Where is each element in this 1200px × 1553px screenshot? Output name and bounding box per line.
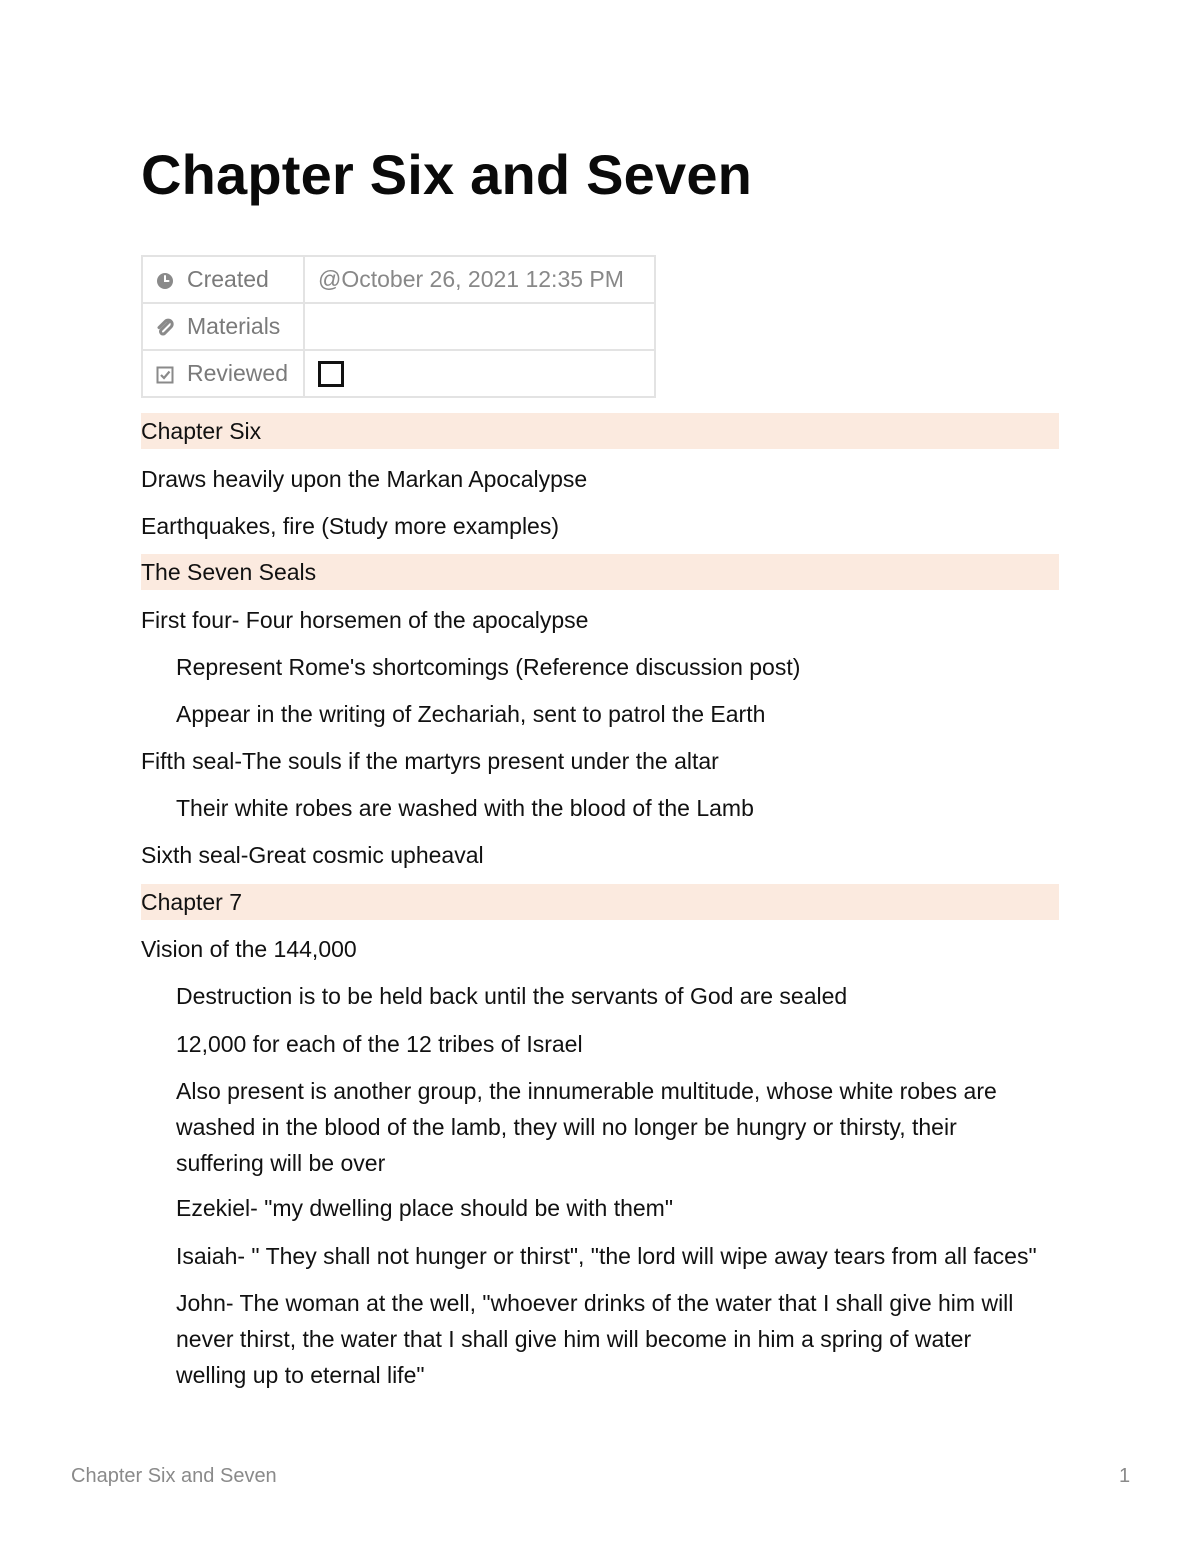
paperclip-icon: [155, 317, 175, 337]
property-label-reviewed: Reviewed: [187, 360, 288, 386]
heading-chapter-six: Chapter Six: [141, 413, 1059, 449]
indented-paragraph: Also present is another group, the innumerable multitude, whose white robes are washed in the blood of the lamb, they will no longer be hungry or thirsty, their suffering will be over: [176, 1078, 997, 1176]
property-row-created: [142, 256, 655, 303]
reviewed-checkbox[interactable]: [318, 361, 344, 387]
property-label-created: Created: [187, 266, 269, 292]
heading-chapter-7: Chapter 7: [141, 884, 1059, 920]
indented-paragraph: Destruction is to be held back until the servants of God are sealed: [176, 983, 848, 1009]
paragraph: Draws heavily upon the Markan Apocalypse: [141, 466, 588, 492]
indented-paragraph: Ezekiel- "my dwelling place should be with them": [176, 1195, 674, 1221]
property-value-created[interactable]: @October 26, 2021 12:35 PM: [304, 256, 655, 303]
properties-table: [141, 255, 656, 398]
paragraph: Fifth seal-The souls if the martyrs present under the altar: [141, 748, 719, 774]
checkbox-property-icon: [155, 364, 175, 384]
paragraph: First four- Four horsemen of the apocalypse: [141, 607, 589, 633]
indented-paragraph: 12,000 for each of the 12 tribes of Israel: [176, 1031, 583, 1057]
property-key-created: [142, 256, 304, 303]
clock-icon: [155, 270, 175, 290]
indented-paragraph: Appear in the writing of Zechariah, sent to patrol the Earth: [176, 701, 766, 727]
page-title: Chapter Six and Seven: [141, 143, 753, 206]
footer-page-number: 1: [1119, 1465, 1131, 1487]
paragraph: Earthquakes, fire (Study more examples): [141, 513, 560, 539]
property-row-materials: [142, 303, 655, 350]
heading-seven-seals: The Seven Seals: [141, 554, 1059, 590]
indented-paragraph: John- The woman at the well, "whoever drinks of the water that I shall give him will never thirst, the water that I shall give him will become in him a spring of water welling up to eternal life": [176, 1290, 1014, 1388]
indented-paragraph: Represent Rome's shortcomings (Reference discussion post): [176, 654, 801, 680]
indented-paragraph: Isaiah- " They shall not hunger or thirst", "the lord will wipe away tears from all faces": [176, 1243, 1037, 1269]
footer-doc-title: Chapter Six and Seven: [71, 1465, 277, 1487]
property-label-materials: Materials: [187, 313, 281, 339]
paragraph: Sixth seal-Great cosmic upheaval: [141, 842, 484, 868]
property-row-reviewed: [142, 350, 655, 397]
property-key-reviewed: [142, 350, 304, 397]
indented-paragraph: Their white robes are washed with the blood of the Lamb: [176, 795, 754, 821]
property-key-materials: [142, 303, 304, 350]
property-value-reviewed: [304, 350, 655, 397]
paragraph: Vision of the 144,000: [141, 936, 357, 962]
property-value-materials[interactable]: [304, 303, 655, 350]
